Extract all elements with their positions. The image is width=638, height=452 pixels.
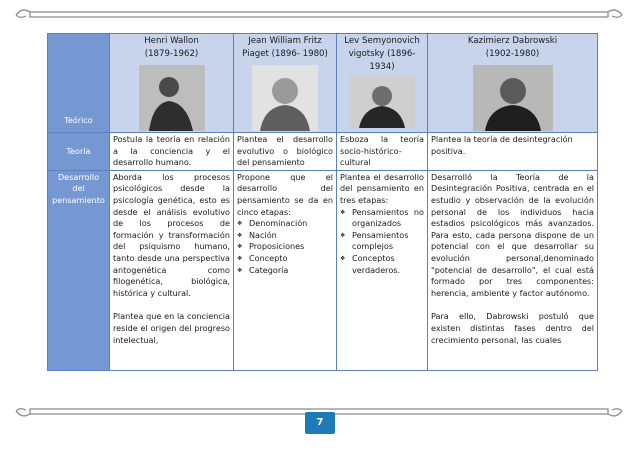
row-label-line: del: [72, 183, 85, 194]
theorist-name: Lev Semyonovich: [344, 36, 420, 46]
cell-piaget-teoria: Plantea el desarrollo evolutivo o biológico del pensamiento: [234, 133, 337, 171]
list-item: ❖ Nación: [237, 230, 333, 242]
paragraph: Propone que el desarrollo del pensamiento se da en cinco etapas:: [237, 171, 333, 217]
theorist-name: Kazimierz Dabrowski: [467, 36, 558, 46]
column-header-dabrowski: [428, 34, 598, 133]
cell-piaget-desarrollo: [234, 170, 337, 370]
cell-dabrowski-teoria: Plantea la teoría de desintegración positiva.: [428, 133, 598, 171]
list-item: ❖ Categoría: [237, 265, 333, 277]
column-header-vigotsky: [337, 34, 428, 133]
list-item: ❖ Concepto: [237, 253, 333, 265]
paragraph: Aborda los procesos psicológicos desde la psicología genética, esto es desde el análisis evolutivo de los procesos de formación y transformación del psiquismo humano, tanto desde una perspectiva antogenética como filogenética, biológica, histórica y cultural.: [113, 171, 230, 298]
piaget-portrait-photo: [252, 65, 318, 131]
top-scroll-ornament: [14, 6, 624, 20]
list-item: ❖ Denominación: [237, 218, 333, 230]
theorist-dates: vigotsky (1896-: [348, 49, 416, 59]
header-row: [48, 34, 598, 133]
theorist-dates: (1902-1980): [485, 49, 540, 59]
theorist-name: Henri Wallon: [144, 36, 199, 46]
theorist-dates: (1879-1962): [144, 49, 199, 59]
theorists-comparison-table: [47, 33, 598, 371]
vigotsky-stages-list: [340, 207, 424, 277]
row-label-line: Desarrollo: [57, 171, 100, 182]
theorist-name: Jean William Fritz: [248, 36, 322, 46]
cell-vigotsky-teoria: Esboza la teoría socio-histórico-cultural: [337, 133, 428, 171]
cell-vigotsky-desarrollo: [337, 170, 428, 370]
row-teoria: [48, 133, 598, 171]
paragraph: Plantea que en la conciencia reside el origen del progreso intelectual,: [113, 311, 230, 345]
list-item: ❖ Pensamientos complejos: [340, 230, 424, 253]
list-item: ❖ Conceptos verdaderos.: [340, 253, 424, 276]
row-label-teoria: Teoría: [48, 133, 110, 171]
row-label-desarrollo: [48, 170, 110, 370]
vigotsky-portrait-photo: [349, 76, 415, 128]
theorist-dates-cont: 1934): [369, 62, 395, 72]
paragraph: Plantea el desarrollo del pensamiento en tres etapas:: [340, 171, 424, 205]
page-number-badge: 7: [305, 412, 335, 434]
header-label-teorico: Teórico: [48, 34, 110, 133]
theorist-dates: Piaget (1896- 1980): [242, 49, 328, 59]
dabrowski-portrait-photo: [473, 65, 553, 131]
row-desarrollo: [48, 170, 598, 370]
cell-wallon-desarrollo: [110, 170, 234, 370]
cell-dabrowski-desarrollo: [428, 170, 598, 370]
piaget-stages-list: [237, 218, 333, 276]
list-item: ❖ Pensamientos no organizados: [340, 207, 424, 230]
paragraph: Para ello, Dabrowski postuló que existen distintas fases dentro del crecimiento personal, las cuales: [431, 311, 594, 345]
column-header-piaget: [234, 34, 337, 133]
cell-wallon-teoria: Postula la teoría en relación a la conciencia y el desarrollo humano.: [110, 133, 234, 171]
paragraph: Desarrolló la Teoría de la Desintegración Positiva, centrada en el estudio y observación de la evolución personal de los individuos hacia estadios psicológicos más avanzados. Para esto, cada persona dispone de un potencial con el que desarrollar su evolución personal,denominado "potencial de desarrollo", el cual está formado por tres componentes: herencia, ambiente y factor autónomo.: [431, 171, 594, 298]
row-label-line: pensamiento: [52, 194, 105, 205]
list-item: ❖ Proposiciones: [237, 241, 333, 253]
column-header-wallon: [110, 34, 234, 133]
wallon-portrait-photo: [139, 65, 205, 131]
